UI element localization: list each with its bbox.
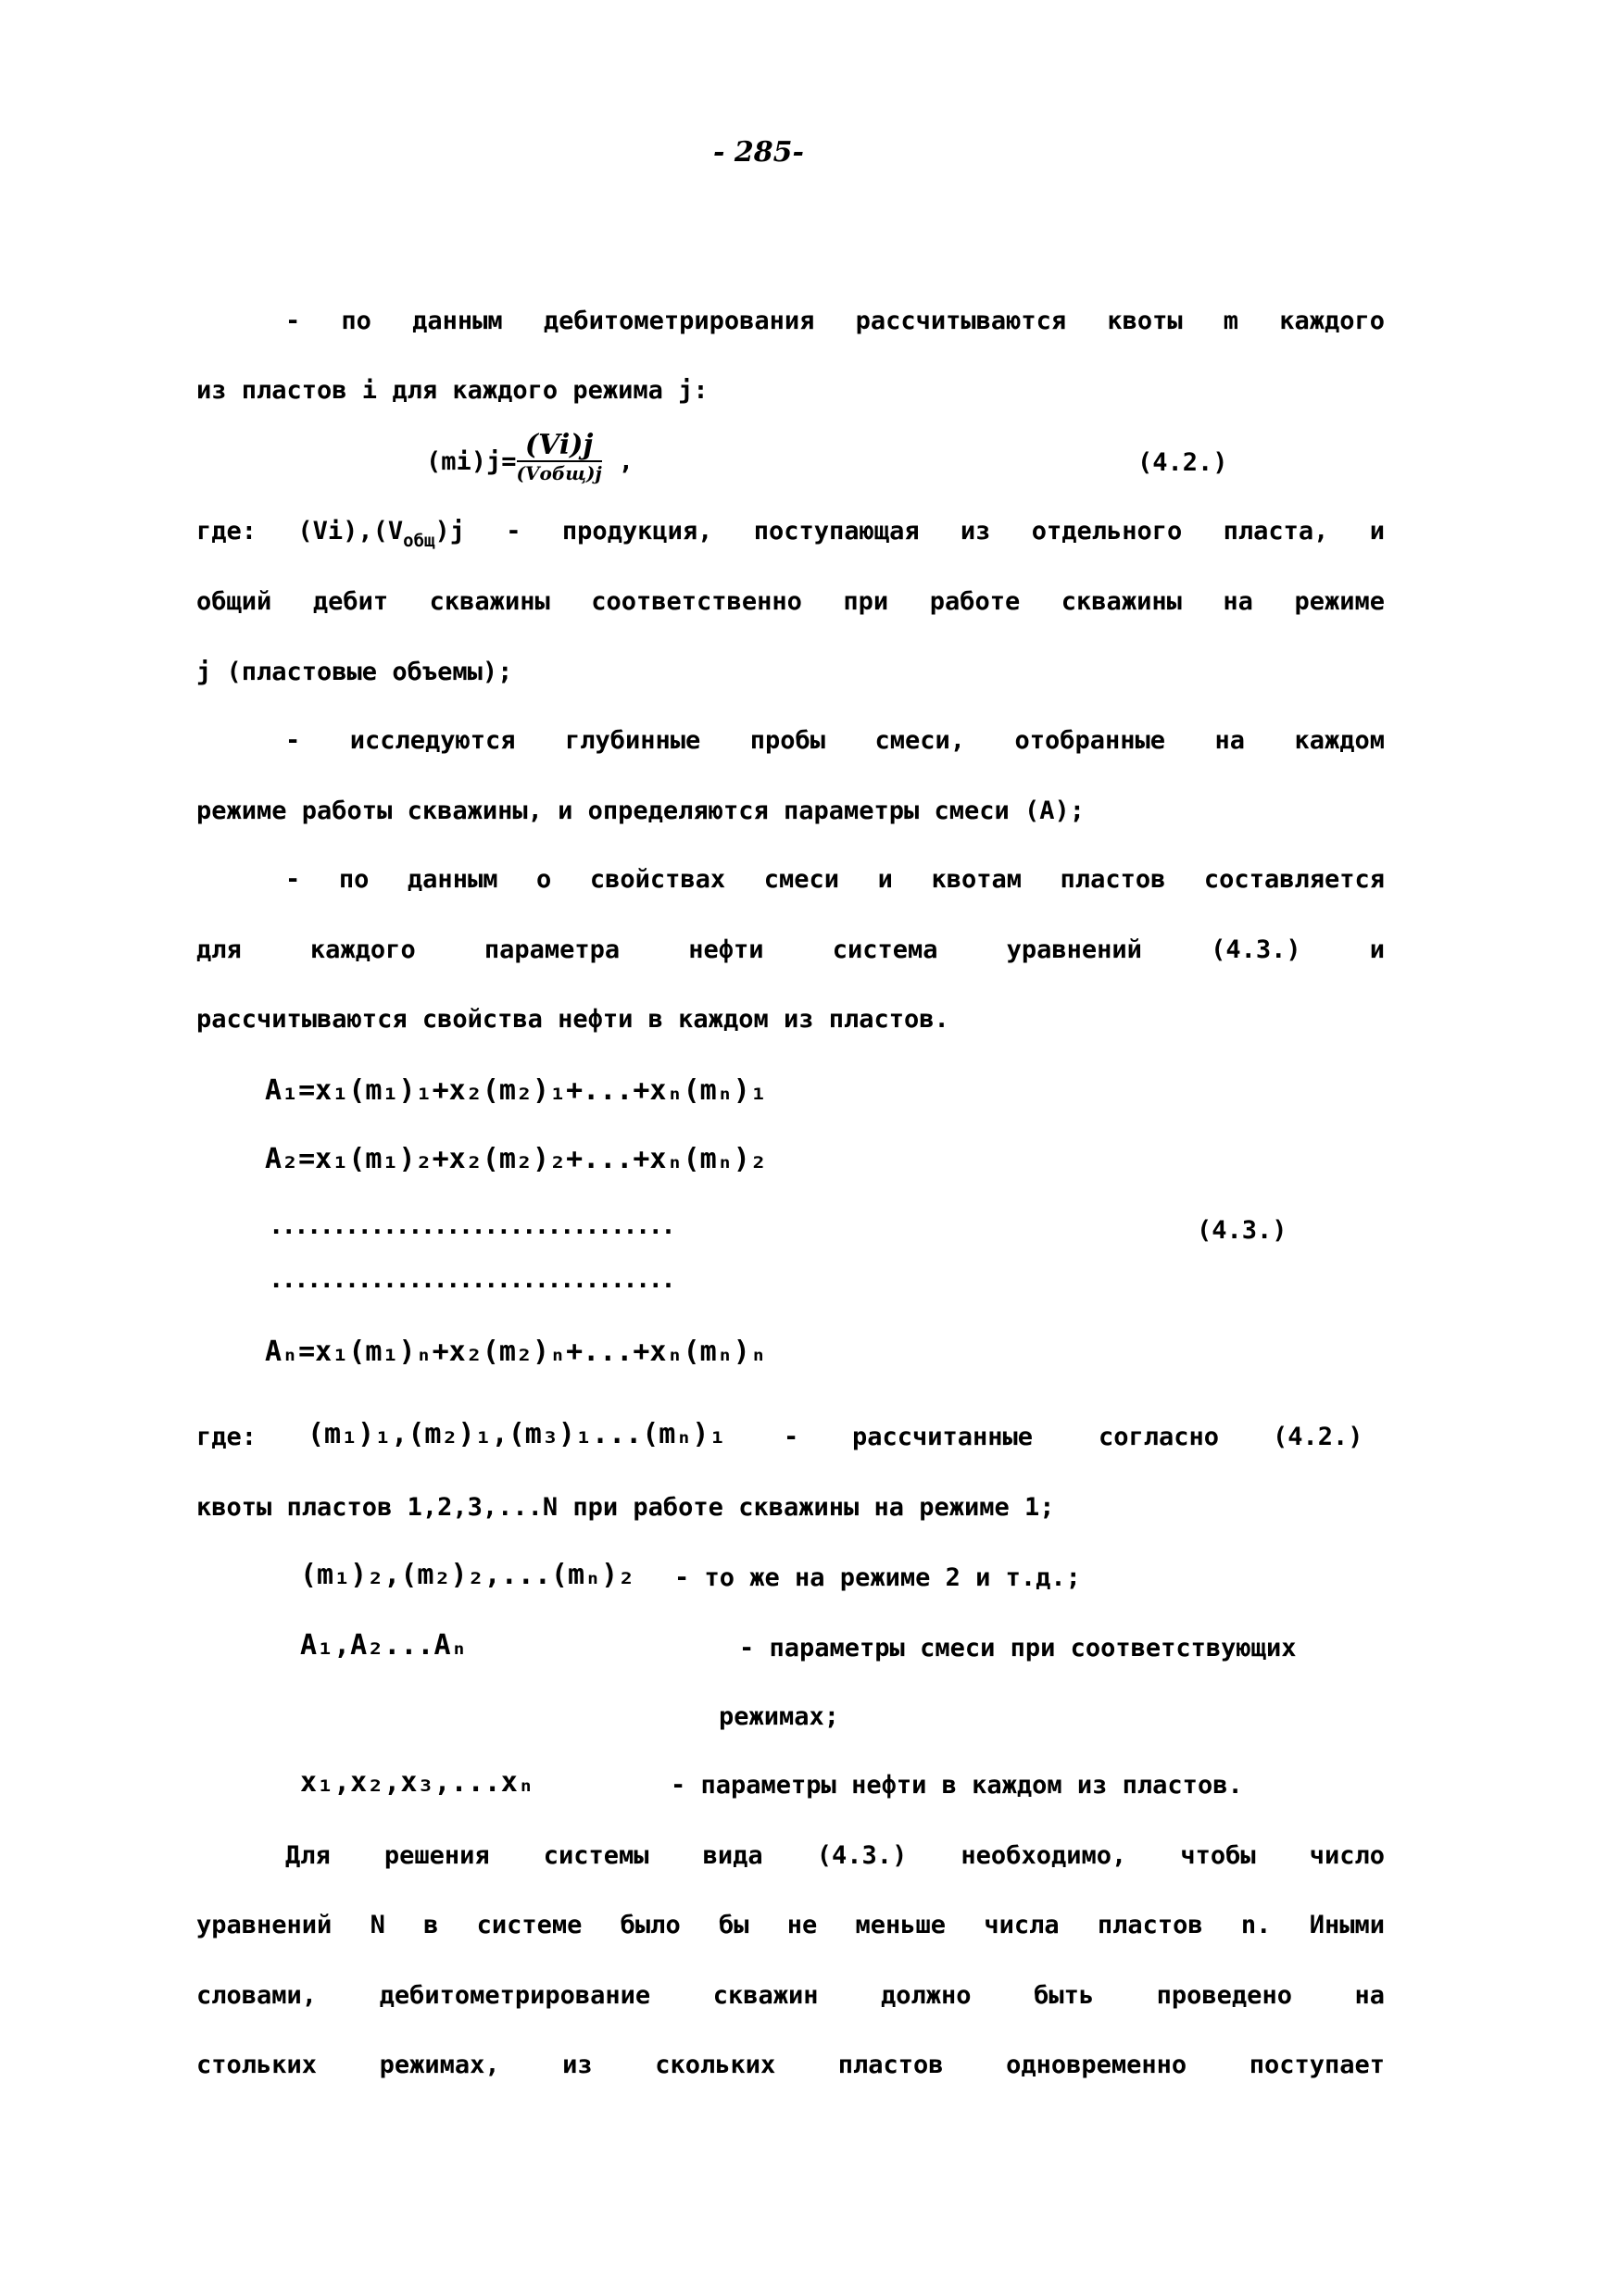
paragraph-1-line-1: - по данным дебитометрирования рассчитываются квоты m каждого <box>285 307 1385 335</box>
where-2-item-2-desc: - параметры смеси при соответствующих <box>739 1634 1297 1662</box>
where-2-item-2-desc-cont: режимах; <box>719 1702 840 1731</box>
where-2-item-1-desc: - то же на режиме 2 и т.д.; <box>674 1563 1081 1592</box>
page-number: - 285- <box>713 136 804 169</box>
paragraph-3-line-3: рассчитываются свойства нефти в каждом из пластов. <box>196 1005 949 1034</box>
system-equation-2: A₂=x₁(m₁)₂+x₂(m₂)₂+...+xₙ(mₙ)₂ <box>265 1143 767 1175</box>
equation-4-2-denominator: (Vобщ)j <box>516 462 602 484</box>
where-2-item-3-symbols: x₁,x₂,x₃,...xₙ <box>300 1766 534 1799</box>
where-1-line-1-prefix: где: (Vi),(V <box>196 517 404 546</box>
where-2-label: где: <box>196 1423 257 1451</box>
where-1-line-1 <box>196 517 1385 551</box>
where-2-item-2-symbols: A₁,A₂...Aₙ <box>300 1629 468 1662</box>
paragraph-3-line-1: - по данным о свойствах смеси и квотам пластов составляется <box>285 865 1385 894</box>
equation-4-2-number: (4.2.) <box>1137 448 1228 477</box>
where-2-desc-1: рассчитанные <box>852 1423 1034 1451</box>
where-2-item-3-desc: - параметры нефти в каждом из пластов. <box>671 1771 1243 1800</box>
where-2-item-1-symbols: (m₁)₂,(m₂)₂,...(mₙ)₂ <box>300 1559 635 1591</box>
where-2-line-2: квоты пластов 1,2,3,...N при работе скважины на режиме 1; <box>196 1493 1055 1522</box>
where-2-desc-2: согласно <box>1099 1423 1220 1451</box>
where-2-desc-3: (4.2.) <box>1273 1423 1363 1451</box>
system-equation-number: (4.3.) <box>1197 1216 1287 1245</box>
paragraph-2-line-1: - исследуются глубинные пробы смеси, отобранные на каждом <box>285 726 1385 755</box>
equation-4-2 <box>426 429 634 488</box>
where-1-line-1-suffix: )j - продукция, поступающая из отдельного пласта, и <box>434 517 1385 546</box>
where-2-quotas: (m₁)₁,(m₂)₁,(m₃)₁...(mₙ)₁ <box>308 1418 726 1450</box>
where-1-line-2: общий дебит скважины соответственно при работе скважины на режиме <box>196 587 1385 616</box>
equation-4-2-comma: , <box>618 447 634 476</box>
paragraph-2-line-2: режиме работы скважины, и определяются параметры смеси (A); <box>196 797 1086 825</box>
paragraph-4-line-4: стольких режимах, из скольких пластов одновременно поступает <box>196 2051 1385 2079</box>
where-1-subscript: общ <box>403 531 435 551</box>
paragraph-4-line-3: словами, дебитометрирование скважин должно быть проведено на <box>196 1981 1385 2010</box>
equation-4-2-fraction <box>516 429 602 484</box>
system-dots-row-1: ................................ <box>269 1211 673 1240</box>
paragraph-4-line-2: уравнений N в системе было бы не меньше числа пластов n. Иными <box>196 1911 1385 1939</box>
system-dots-row-2: ................................ <box>269 1265 673 1294</box>
system-equation-n: Aₙ=x₁(m₁)ₙ+x₂(m₂)ₙ+...+xₙ(mₙ)ₙ <box>265 1336 767 1368</box>
paragraph-1-line-2: из пластов i для каждого режима j: <box>196 376 709 405</box>
paragraph-3-line-2: для каждого параметра нефти система уравнений (4.3.) и <box>196 935 1385 964</box>
equation-4-2-numerator: (Vi)j <box>517 432 602 462</box>
where-1-line-3: j (пластовые объемы); <box>196 658 513 686</box>
where-2-dash: - <box>784 1423 799 1451</box>
system-equation-1: A₁=x₁(m₁)₁+x₂(m₂)₁+...+xₙ(mₙ)₁ <box>265 1074 767 1107</box>
paragraph-4-line-1: Для решения системы вида (4.3.) необходимо, чтобы число <box>285 1841 1385 1870</box>
equation-4-2-lhs: (mi)j= <box>426 447 517 476</box>
